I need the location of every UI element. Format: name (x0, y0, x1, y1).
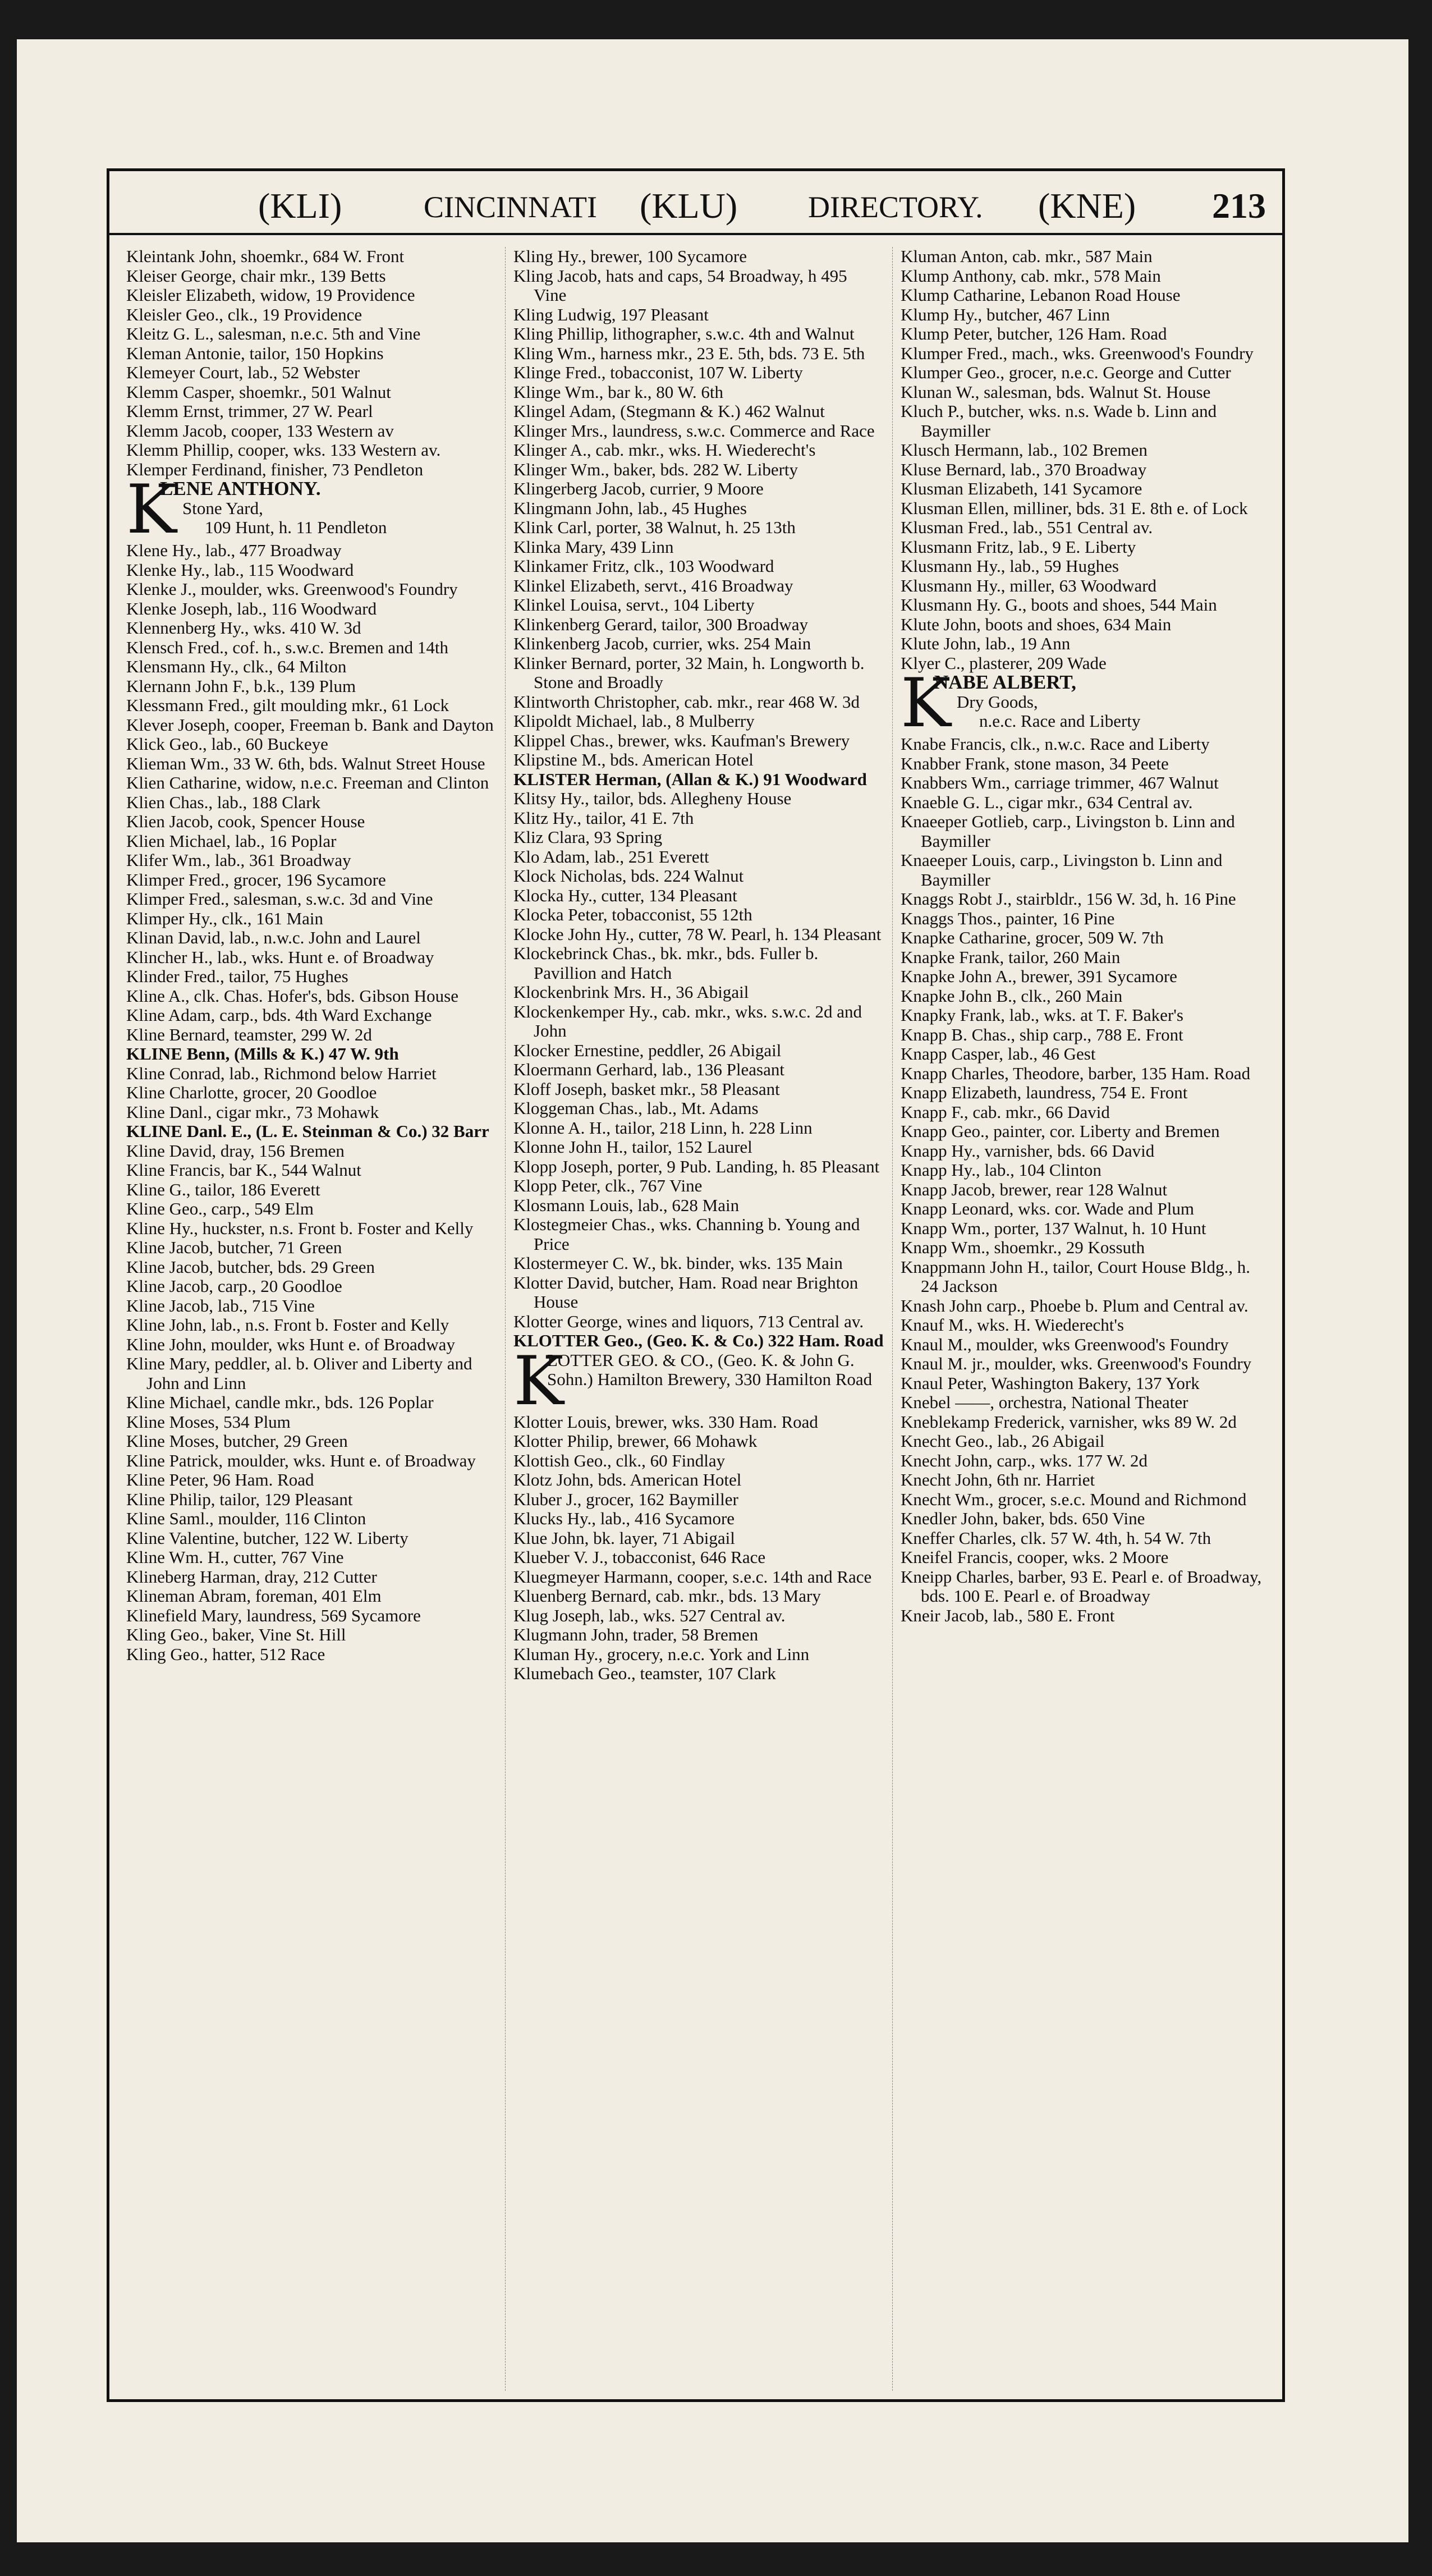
directory-entry: Klenke Joseph, lab., 116 Woodward (126, 598, 377, 618)
directory-entry: Knaeeper Louis, carp., Livingston b. Linn and Baymiller (901, 850, 1223, 890)
directory-entry: Knash John carp., Phoebe b. Plum and Central av. (901, 1295, 1249, 1315)
directory-entry: Klinan David, lab., n.w.c. John and Laurel (126, 928, 421, 947)
directory-entry: Knaeeper Gotlieb, carp., Livingston b. Linn and Baymiller (901, 812, 1235, 851)
directory-entry: Klusman Elizabeth, 141 Sycamore (901, 479, 1142, 498)
directory-entry: Klotter Philip, brewer, 66 Mohawk (513, 1431, 758, 1451)
directory-entry: Klusmann Hy., miller, 63 Woodward (901, 575, 1157, 595)
directory-entry: Knaul M. jr., moulder, wks. Greenwood's Foundry (901, 1354, 1252, 1373)
header-city: CINCINNATI (424, 190, 597, 224)
directory-entry: Kline John, moulder, wks Hunt e. of Broadway (126, 1334, 455, 1354)
directory-entry: Klostegmeier Chas., wks. Channing b. Young and Price (513, 1214, 860, 1254)
directory-entry: Klinkel Louisa, servt., 104 Liberty (513, 595, 755, 615)
directory-entry: Kluch P., butcher, wks. n.s. Wade b. Linn and Baymiller (901, 401, 1217, 441)
directory-entry: Klump Peter, butcher, 126 Ham. Road (901, 324, 1167, 343)
directory-entry: Klipstine M., bds. American Hotel (513, 750, 754, 769)
directory-entry: Klinger Wm., baker, bds. 282 W. Liberty (513, 459, 798, 479)
directory-entry: Knapky Frank, lab., wks. at T. F. Baker's (901, 1005, 1183, 1025)
directory-entry: Klink Carl, porter, 38 Walnut, h. 25 13th (513, 517, 796, 537)
directory-entry: Kleisler Geo., clk., 19 Providence (126, 304, 362, 324)
directory-entry: Knaul M., moulder, wks Greenwood's Foundry (901, 1334, 1229, 1354)
directory-entry: Knabe Francis, clk., n.w.c. Race and Liberty (901, 734, 1210, 754)
directory-entry: Knapp Elizabeth, laundress, 754 E. Front (901, 1083, 1188, 1102)
directory-entry: Klotter George, wines and liquors, 713 Central av. (513, 1311, 864, 1331)
directory-entry: Klitsy Hy., tailor, bds. Allegheny House (513, 789, 792, 808)
directory-entry: Klockenbrink Mrs. H., 36 Abigail (513, 982, 749, 1002)
directory-entry: Kline Danl., cigar mkr., 73 Mohawk (126, 1102, 379, 1122)
directory-entry: Klute John, lab., 19 Ann (901, 634, 1071, 653)
directory-entry: Klemper Ferdinand, finisher, 73 Pendleton (126, 459, 424, 479)
column-1 (126, 247, 497, 1664)
directory-entry: Klock Nicholas, bds. 224 Walnut (513, 866, 744, 886)
directory-entry: Kline Geo., carp., 549 Elm (126, 1199, 314, 1218)
directory-entry: Klemm Casper, shoemkr., 501 Walnut (126, 382, 391, 402)
directory-entry: Kline Philip, tailor, 129 Pleasant (126, 1489, 353, 1509)
directory-entry: Klemeyer Court, lab., 52 Webster (126, 363, 360, 382)
directory-entry: Kline Jacob, carp., 20 Goodloe (126, 1276, 342, 1296)
directory-entry: Klenke J., moulder, wks. Greenwood's Foundry (126, 579, 458, 599)
directory-entry: Klemm Ernst, trimmer, 27 W. Pearl (126, 401, 373, 421)
directory-entry: Kline Moses, 534 Plum (126, 1411, 291, 1432)
directory-entry: Klockebrinck Chas., bk. mkr., bds. Fuller b. Pavillion and Hatch (513, 943, 819, 983)
column-divider (892, 247, 893, 2391)
directory-entry: Kline Mary, peddler, al. b. Oliver and Liberty and John and Linn (126, 1354, 472, 1393)
directory-entry: Klocke John Hy., cutter, 78 W. Pearl, h. 134 Pleasant (513, 924, 882, 944)
drop-cap: K (513, 1342, 564, 1420)
header-rule (109, 233, 1282, 235)
directory-entry: Knecht John, 6th nr. Harriet (901, 1470, 1095, 1489)
directory-entry: Knapke John B., clk., 260 Main (901, 986, 1123, 1006)
directory-entry: Klever Joseph, cooper, Freeman b. Bank and Dayton (126, 714, 494, 735)
directory-entry: Klineberg Harman, dray, 212 Cutter (126, 1566, 377, 1587)
directory-entry: Klemm Jacob, cooper, 133 Western av (126, 420, 394, 441)
directory-entry: Klusmann Hy., lab., 59 Hughes (901, 556, 1119, 576)
header-center-range: (KLU) (640, 186, 738, 226)
directory-entry: Klump Anthony, cab. mkr., 578 Main (901, 265, 1161, 286)
directory-entry: Kluegmeyer Harmann, cooper, s.e.c. 14th and Race (513, 1566, 872, 1587)
directory-entry: Kline Saml., moulder, 116 Clinton (126, 1509, 366, 1528)
directory-entry: Klocker Ernestine, peddler, 26 Abigail (513, 1040, 782, 1060)
directory-entry: Klinder Fred., tailor, 75 Hughes (126, 966, 348, 986)
directory-entry: Kling Geo., hatter, 512 Race (126, 1644, 325, 1664)
directory-entry: Klinkenberg Jacob, currier, wks. 254 Main (513, 634, 811, 653)
directory-entry: Kline Hy., huckster, n.s. Front b. Foster and Kelly (126, 1218, 474, 1238)
directory-entry: Kluman Anton, cab. mkr., 587 Main (901, 246, 1153, 266)
ad-line: Dry Goods, (957, 691, 1038, 712)
directory-entry: Knapke Frank, tailor, 260 Main (901, 947, 1121, 967)
directory-entry: Knapp B. Chas., ship carp., 788 E. Front (901, 1024, 1183, 1044)
directory-entry: Kline Bernard, teamster, 299 W. 2d (126, 1024, 372, 1044)
directory-entry: Kline G., tailor, 186 Everett (126, 1179, 320, 1199)
directory-entry: Klug Joseph, lab., wks. 527 Central av. (513, 1605, 786, 1625)
directory-entry: Klonne A. H., tailor, 218 Linn, h. 228 Linn (513, 1117, 813, 1138)
directory-entry: Knapp Jacob, brewer, rear 128 Walnut (901, 1179, 1168, 1199)
directory-entry: Klien Jacob, cook, Spencer House (126, 812, 365, 831)
directory-entry: Klernann John F., b.k., 139 Plum (126, 676, 356, 696)
directory-entry: Knapp Casper, lab., 46 Gest (901, 1044, 1096, 1064)
directory-entry: Klessmann Fred., gilt moulding mkr., 61 Lock (126, 695, 449, 715)
directory-entry: Kneifel Francis, cooper, wks. 2 Moore (901, 1547, 1169, 1567)
header-left-range: (KLI) (258, 186, 342, 226)
directory-entry: Klotter Louis, brewer, wks. 330 Ham. Road (513, 1411, 818, 1432)
directory-entry: Klotter David, butcher, Ham. Road near Brighton House (513, 1272, 859, 1312)
directory-entry: Klingerberg Jacob, currier, 9 Moore (513, 479, 764, 498)
directory-entry: Klumper Fred., mach., wks. Greenwood's Foundry (901, 343, 1254, 363)
directory-entry: Kluber J., grocer, 162 Baymiller (513, 1489, 738, 1509)
directory-entry: Knappmann John H., tailor, Court House Bldg., h. 24 Jackson (901, 1257, 1251, 1296)
directory-entry: Klensch Fred., cof. h., s.w.c. Bremen and 14th (126, 637, 448, 657)
directory-entry: Klenke Hy., lab., 115 Woodward (126, 560, 354, 580)
directory-entry: Kneffer Charles, clk. 57 W. 4th, h. 54 W. 7th (901, 1528, 1211, 1548)
directory-entry: Knabber Frank, stone mason, 34 Peete (901, 753, 1169, 773)
directory-entry: KLINE Benn, (Mills & K.) 47 W. 9th (126, 1044, 399, 1064)
directory-entry: Klinkenberg Gerard, tailor, 300 Broadway (513, 614, 809, 634)
directory-entry: Kling Hy., brewer, 100 Sycamore (513, 246, 747, 266)
directory-entry: Klockenkemper Hy., cab. mkr., wks. s.w.c. 2d and John (513, 1001, 862, 1041)
directory-entry: Klunan W., salesman, bds. Walnut St. House (901, 382, 1211, 402)
directory-entry: Knecht Wm., grocer, s.e.c. Mound and Richmond (901, 1489, 1247, 1509)
directory-entry: Knapp Wm., shoemkr., 29 Kossuth (901, 1237, 1145, 1257)
directory-entry: Knaeble G. L., cigar mkr., 634 Central av. (901, 792, 1193, 812)
ad-name: LENE ANTHONY. (160, 478, 321, 499)
directory-entry: Klinefield Mary, laundress, 569 Sycamore (126, 1605, 421, 1625)
directory-entry: Klifer Wm., lab., 361 Broadway (126, 850, 351, 870)
directory-entry: Klippel Chas., brewer, wks. Kaufman's Brewery (513, 730, 850, 750)
directory-entry: Klute John, boots and shoes, 634 Main (901, 614, 1172, 634)
directory-entry: Klugmann John, trader, 58 Bremen (513, 1625, 759, 1644)
directory-entry: Kloermann Gerhard, lab., 136 Pleasant (513, 1060, 784, 1079)
directory-entry: Klinkel Elizabeth, servt., 416 Broadway (513, 575, 793, 595)
directory-entry: KLOTTER Geo., (Geo. K. & Co.) 322 Ham. Road (513, 1331, 884, 1350)
directory-entry: Knapke John A., brewer, 391 Sycamore (901, 966, 1177, 986)
ad-line: Stone Yard, (182, 498, 263, 518)
directory-entry: Knapp Charles, Theodore, barber, 135 Ham. Road (901, 1063, 1251, 1083)
directory-entry: Knaggs Thos., painter, 16 Pine (901, 908, 1115, 928)
directory-entry: Klingmann John, lab., 45 Hughes (513, 498, 747, 518)
directory-entry: Knabbers Wm., carriage trimmer, 467 Walnut (901, 773, 1219, 792)
directory-entry: Klinker Bernard, porter, 32 Main, h. Longworth b. Stone and Broadly (513, 653, 865, 692)
ad-text: LOTTER GEO. & CO., (Geo. K. & John G. Sohn.) Hamilton Brewery, 330 Hamilton Road (547, 1350, 873, 1389)
advertisement-klotter (513, 1342, 884, 1420)
directory-entry: Klitz Hy., tailor, 41 E. 7th (513, 808, 694, 828)
drop-cap: K (901, 664, 951, 742)
directory-entry: Kleitz G. L., salesman, n.e.c. 5th and Vine (126, 324, 421, 343)
directory-entry: Knapp Hy., varnisher, bds. 66 David (901, 1140, 1155, 1161)
directory-entry: Kling Ludwig, 197 Pleasant (513, 304, 709, 324)
directory-entry: Klinka Mary, 439 Linn (513, 537, 674, 557)
directory-entry: Kluman Hy., grocery, n.e.c. York and Linn (513, 1644, 810, 1664)
directory-entry: Knecht John, carp., wks. 177 W. 2d (901, 1450, 1148, 1470)
directory-entry: Kline Jacob, butcher, 71 Green (126, 1237, 342, 1257)
directory-entry: Kleman Antonie, tailor, 150 Hopkins (126, 343, 384, 363)
directory-entry: Klingel Adam, (Stegmann & K.) 462 Walnut (513, 401, 825, 421)
directory-entry: Knapp Geo., painter, cor. Liberty and Bremen (901, 1121, 1220, 1141)
advertisement-knabe (901, 664, 1271, 742)
directory-entry: Klusch Hermann, lab., 102 Bremen (901, 440, 1148, 460)
directory-entry: Klinkamer Fritz, clk., 103 Woodward (513, 556, 774, 576)
directory-entry: Kline A., clk. Chas. Hofer's, bds. Gibson House (126, 986, 458, 1006)
directory-entry: Klump Hy., butcher, 467 Linn (901, 304, 1110, 324)
directory-entry: Klo Adam, lab., 251 Everett (513, 846, 709, 867)
directory-entry: Kluenberg Bernard, cab. mkr., bds. 13 Mary (513, 1586, 821, 1606)
directory-entry: Kline Jacob, lab., 715 Vine (126, 1295, 315, 1315)
directory-entry: Klien Chas., lab., 188 Clark (126, 792, 321, 812)
directory-entry: Klintworth Christopher, cab. mkr., rear 468 W. 3d (513, 691, 860, 712)
directory-entry: Klinger A., cab. mkr., wks. H. Wiederecht's (513, 440, 816, 460)
header-directory: DIRECTORY. (808, 190, 983, 224)
directory-entry: Kline Michael, candle mkr., bds. 126 Poplar (126, 1392, 434, 1412)
directory-entry: Klinge Fred., tobacconist, 107 W. Liberty (513, 363, 803, 382)
directory-entry: Kliz Clara, 93 Spring (513, 827, 663, 847)
directory-entry: Klusmann Fritz, lab., 9 E. Liberty (901, 537, 1136, 557)
directory-entry: KLINE Danl. E., (L. E. Steinman & Co.) 32 Barr (126, 1121, 489, 1141)
directory-entry: Kline John, lab., n.s. Front b. Foster and Kelly (126, 1315, 449, 1335)
directory-entry: Klottish Geo., clk., 60 Findlay (513, 1450, 726, 1470)
directory-entry: Kline Valentine, butcher, 122 W. Liberty (126, 1528, 409, 1548)
directory-entry: Klump Catharine, Lebanon Road House (901, 285, 1181, 305)
directory-entry: KLISTER Herman, (Allan & K.) 91 Woodward (513, 769, 867, 789)
directory-entry: Kneipp Charles, barber, 93 E. Pearl e. of Broadway, bds. 100 E. Pearl e. of Broadway (901, 1566, 1262, 1606)
directory-entry: Kluse Bernard, lab., 370 Broadway (901, 459, 1147, 479)
directory-entry: Kling Jacob, hats and caps, 54 Broadway, h 495 Vine (513, 265, 847, 305)
directory-entry: Kleiser George, chair mkr., 139 Betts (126, 265, 386, 286)
column-divider (505, 247, 506, 2391)
directory-entry: Kleisler Elizabeth, widow, 19 Providence (126, 285, 415, 305)
directory-entry: Kloff Joseph, basket mkr., 58 Pleasant (513, 1079, 780, 1099)
directory-entry: Kline Patrick, moulder, wks. Hunt e. of Broadway (126, 1450, 476, 1470)
directory-entry: Kling Phillip, lithographer, s.w.c. 4th and Walnut (513, 324, 855, 343)
directory-entry: Klipoldt Michael, lab., 8 Mulberry (513, 711, 755, 731)
directory-entry: Klemm Phillip, cooper, wks. 133 Western av. (126, 440, 441, 460)
directory-entry: Klucks Hy., lab., 416 Sycamore (513, 1509, 735, 1528)
directory-entry: Kling Geo., baker, Vine St. Hill (126, 1625, 346, 1644)
directory-entry: Klick Geo., lab., 60 Buckeye (126, 734, 328, 754)
directory-entry: Klusmann Hy. G., boots and shoes, 544 Main (901, 595, 1217, 615)
directory-entry: Klinge Wm., bar k., 80 W. 6th (513, 382, 723, 402)
directory-entry: Klusman Fred., lab., 551 Central av. (901, 517, 1153, 537)
directory-entry: Klieman Wm., 33 W. 6th, bds. Walnut Street House (126, 753, 485, 773)
directory-entry: Kling Wm., harness mkr., 23 E. 5th, bds. 73 E. 5th (513, 343, 865, 363)
directory-entry: Klosmann Louis, lab., 628 Main (513, 1195, 740, 1215)
directory-entry: Kneir Jacob, lab., 580 E. Front (901, 1605, 1115, 1625)
directory-entry: Klumebach Geo., teamster, 107 Clark (513, 1663, 776, 1683)
column-2 (513, 247, 884, 1684)
directory-entry: Klennenberg Hy., wks. 410 W. 3d (126, 618, 361, 638)
directory-entry: Klimper Fred., grocer, 196 Sycamore (126, 869, 386, 890)
directory-entry: Knedler John, baker, bds. 650 Vine (901, 1509, 1145, 1528)
directory-entry: Klincher H., lab., wks. Hunt e. of Broadway (126, 947, 434, 967)
directory-entry: Klien Catharine, widow, n.e.c. Freeman and Clinton (126, 773, 489, 792)
directory-entry: Knapp Wm., porter, 137 Walnut, h. 10 Hunt (901, 1218, 1206, 1238)
directory-entry: Knapp Leonard, wks. cor. Wade and Plum (901, 1199, 1194, 1218)
directory-entry: Kleintank John, shoemkr., 684 W. Front (126, 246, 405, 266)
directory-entry: Knaul Peter, Washington Bakery, 137 York (901, 1373, 1200, 1393)
directory-entry: Knecht Geo., lab., 26 Abigail (901, 1431, 1105, 1451)
directory-entry: Klocka Hy., cutter, 134 Pleasant (513, 885, 737, 905)
ad-line: 109 Hunt, h. 11 Pendleton (205, 517, 387, 537)
advertisement-klene (126, 471, 497, 549)
page-number: 213 (1212, 186, 1266, 226)
directory-entry: Kline Jacob, butcher, bds. 29 Green (126, 1257, 375, 1277)
directory-entry: Klonne John H., tailor, 152 Laurel (513, 1137, 752, 1157)
drop-cap: K (126, 471, 177, 549)
directory-entry: Klene Hy., lab., 477 Broadway (126, 540, 342, 560)
directory-entry: Kline Moses, butcher, 29 Green (126, 1431, 348, 1451)
directory-entry: Kneblekamp Frederick, varnisher, wks 89 W. 2d (901, 1411, 1237, 1432)
directory-entry: Knaggs Robt J., stairbldr., 156 W. 3d, h. 16 Pine (901, 889, 1236, 909)
ad-line: n.e.c. Race and Liberty (979, 711, 1141, 731)
directory-entry: Knapke Catharine, grocer, 509 W. 7th (901, 928, 1164, 947)
column-3 (901, 247, 1271, 1625)
directory-entry: Knapp Hy., lab., 104 Clinton (901, 1160, 1101, 1180)
directory-entry: Klien Michael, lab., 16 Poplar (126, 831, 337, 851)
directory-entry: Knapp F., cab. mkr., 66 David (901, 1102, 1110, 1122)
ad-name: NABE ALBERT, (934, 671, 1076, 693)
directory-entry: Klocka Peter, tobacconist, 55 12th (513, 905, 752, 924)
directory-entry: Kline David, dray, 156 Bremen (126, 1140, 345, 1161)
directory-entry: Kline Wm. H., cutter, 767 Vine (126, 1547, 344, 1567)
directory-entry: Klumper Geo., grocer, n.e.c. George and Cutter (901, 363, 1231, 382)
directory-entry: Knauf M., wks. H. Wiederecht's (901, 1315, 1125, 1335)
header-right-range: (KNE) (1038, 186, 1136, 226)
directory-entry: Kline Peter, 96 Ham. Road (126, 1470, 314, 1489)
directory-entry: Knebel ——, orchestra, National Theater (901, 1392, 1188, 1412)
directory-entry: Klinger Mrs., laundress, s.w.c. Commerce and Race (513, 420, 875, 441)
directory-entry: Klotz John, bds. American Hotel (513, 1470, 742, 1489)
directory-entry: Kline Charlotte, grocer, 20 Goodloe (126, 1083, 377, 1102)
directory-entry: Klineman Abram, foreman, 401 Elm (126, 1586, 382, 1606)
directory-entry: Kline Adam, carp., bds. 4th Ward Exchange (126, 1005, 432, 1025)
directory-entry: Kloggeman Chas., lab., Mt. Adams (513, 1098, 759, 1118)
directory-entry: Klyer C., plasterer, 209 Wade (901, 653, 1107, 673)
directory-entry: Kline Francis, bar K., 544 Walnut (126, 1160, 361, 1180)
directory-entry: Klimper Hy., clk., 161 Main (126, 908, 323, 928)
directory-entry: Klopp Joseph, porter, 9 Pub. Landing, h. 85 Pleasant (513, 1156, 880, 1176)
directory-entry: Klensmann Hy., clk., 64 Milton (126, 657, 347, 676)
directory-entry: Kline Conrad, lab., Richmond below Harriet (126, 1063, 437, 1083)
directory-entry: Klueber V. J., tobacconist, 646 Race (513, 1547, 766, 1567)
directory-entry: Klopp Peter, clk., 767 Vine (513, 1176, 703, 1195)
directory-entry: Klostermeyer C. W., bk. binder, wks. 135 Main (513, 1253, 843, 1273)
directory-entry: Klimper Fred., salesman, s.w.c. 3d and Vine (126, 889, 433, 909)
directory-entry: Klue John, bk. layer, 71 Abigail (513, 1528, 735, 1548)
directory-entry: Klusman Ellen, milliner, bds. 31 E. 8th e. of Lock (901, 498, 1248, 518)
